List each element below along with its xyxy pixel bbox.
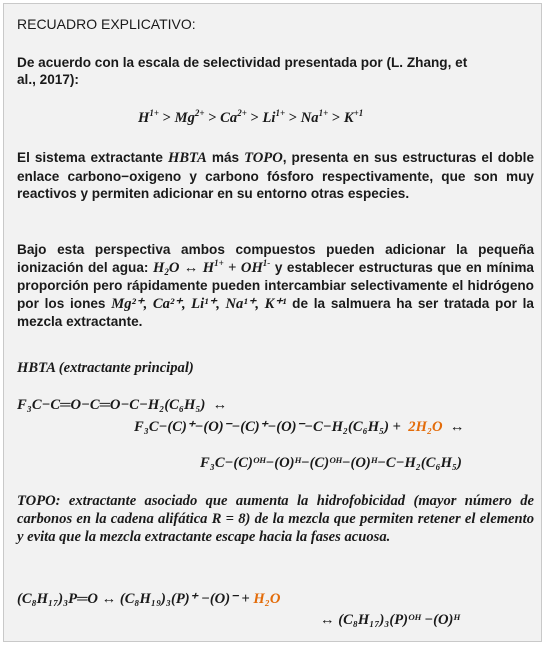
para1-text-a: El sistema extractante <box>17 150 168 165</box>
hbta-eq-line-2: F₃C−(C)⁺−(O)⁻−(C)⁺−(O)⁻−C−H₂(C₆H₅) + 2H₂O ↔ <box>134 419 465 435</box>
topo-added-water: H₂O <box>253 591 281 607</box>
ion-ca: $Ca^{2+}$ <box>220 108 247 126</box>
explanatory-box <box>3 3 542 642</box>
topo-label: TOPO: <box>17 493 61 509</box>
box-heading: RECUADRO EXPLICATIVO: <box>17 16 196 32</box>
para1-text-c: , presenta en sus estructuras el doble enlace carbono−oxigeno y carbono fósforo respectivamente, que son muy reactivos y permiten adicionar en su entorno otras especies. <box>17 150 535 201</box>
selectivity-scale <box>138 110 363 127</box>
topo-term: TOPO <box>244 150 283 166</box>
ion-na: $Na^{1+}$ <box>300 108 329 126</box>
hbta-eq-line-3: F₃C−(C)ᴼᴴ−(O)ᴴ−(C)ᴼᴴ−(O)ᴴ−C−H₂(C₆H₅) <box>200 455 462 471</box>
added-water: 2H₂O <box>408 419 443 435</box>
para2-text-c: de la salmuera ha ser tratada por la mezcla extractante. <box>17 295 534 329</box>
greater-than-sign: > <box>328 110 344 126</box>
para1-text-b: más <box>206 150 245 165</box>
topo-eq-line-1: (C₈H₁₇)₃P═O ↔ (C₈H₁₉)₃(P)⁺ −(O)⁻ + H₂O <box>17 591 281 607</box>
ion-h: $H^{1+}$ <box>138 108 159 126</box>
ion-li: $Li^{1+}$ <box>262 108 286 126</box>
hbta-eq-line-1: F₃C−C═O−C═O−C−H₂(C₆H₅) ↔ <box>17 397 228 413</box>
hbta-term: HBTA <box>167 150 207 166</box>
para2-text-b: y establecer estructuras que en mínima proporción pero rápidamente pueden intercambiar selectivamente el hidrógeno por los iones <box>17 259 534 311</box>
intro-line-2: al., 2017): <box>17 72 79 87</box>
hbta-title: HBTA (extractante principal) <box>17 360 194 376</box>
ion-k: $K^{+1}$ <box>343 108 364 126</box>
greater-than-sign: > <box>204 110 221 126</box>
water-formula: $H_2O$ ↔ $H^{1+} + OH^{1-}$ <box>152 257 271 277</box>
greater-than-sign: > <box>159 110 175 126</box>
greater-than-sign: > <box>285 110 301 126</box>
intro-line-1: De acuerdo con la escala de selectividad presentada por (L. Zhang, et <box>17 55 468 70</box>
exchange-ions: Mg²⁺, Ca²⁺, Li¹⁺, Na¹⁺, K⁺¹ <box>111 295 287 312</box>
paragraph-water-ionization <box>17 241 534 331</box>
paragraph-topo: TOPO: extractante asociado que aumenta la hidrofobicidad (mayor número de carbonos en la cadena alifática R = 8) de la mezcla que permiten retener el elemento y evita que la mezcla extractante escape hacia la fases acuosa. <box>17 493 534 545</box>
greater-than-sign: > <box>246 110 263 126</box>
para2-text-a: Bajo esta perspectiva ambos compuestos pueden adicionar la pequeña ionización del agua: <box>17 242 534 275</box>
topo-eq-line-2: ↔ (C₈H₁₇)₃(P)ᴼᴴ −(O)ᴴ <box>320 612 460 628</box>
ion-mg: $Mg^{2+}$ <box>174 108 205 126</box>
paragraph-extractant-system <box>17 149 534 221</box>
